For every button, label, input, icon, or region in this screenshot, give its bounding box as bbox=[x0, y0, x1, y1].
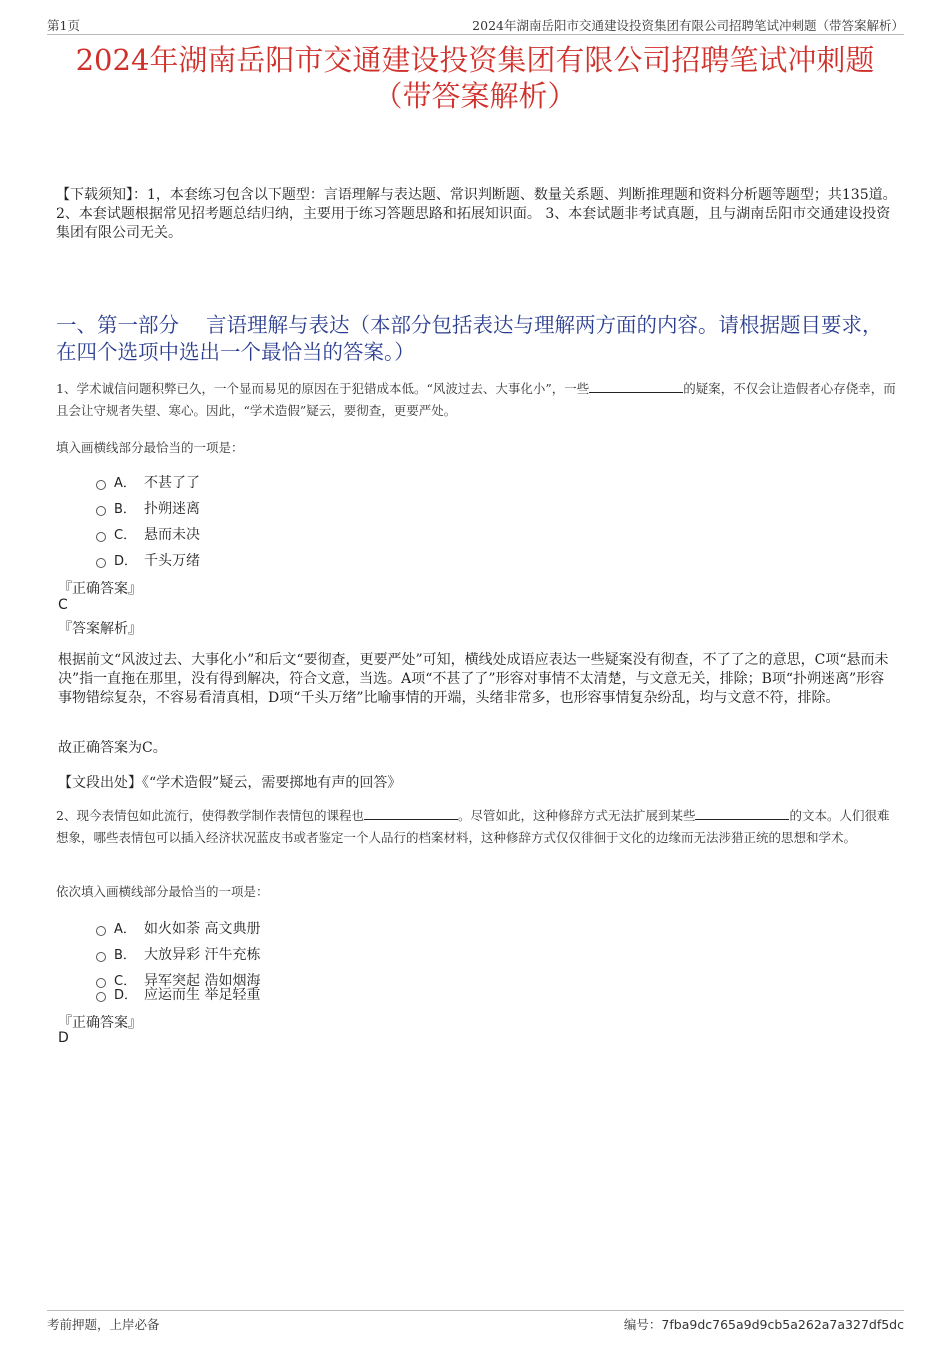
footer-code: 编号：7fba9dc765a9d9cb5a262a7a327df5dc bbox=[623, 1317, 904, 1332]
fill-blank bbox=[589, 380, 683, 393]
q1-option-b[interactable]: B． 扑朔迷离 bbox=[96, 498, 200, 518]
q2-option-b[interactable]: B． 大放异彩 汗牛充栋 bbox=[96, 944, 260, 964]
q1-option-c[interactable]: C． 悬而未决 bbox=[96, 524, 200, 544]
radio-icon[interactable] bbox=[96, 952, 106, 962]
section-title: 一、第一部分 言语理解与表达（本部分包括表达与理解两方面的内容。请根据题目要求，在四个选项中选出一个最恰当的答案。） bbox=[56, 313, 883, 364]
radio-icon[interactable] bbox=[96, 532, 106, 542]
radio-icon[interactable] bbox=[96, 506, 106, 516]
question-1-prompt: 填入画横线部分最恰当的一项是： bbox=[56, 440, 244, 455]
q2-option-a[interactable]: A． 如火如荼 高文典册 bbox=[96, 918, 260, 938]
download-notice: 【下载须知】：1，本套练习包含以下题型：言语理解与表达题、常识判断题、数量关系题、判断推理题和资料分析题等题型；共135道。 2、本套试题根据常见招考题总结归纳，主要用于练习答题思路和拓展知识面。 3、本套试题非考试真题，且与湖南岳阳市交通建设投资集团有限公司无关。 bbox=[56, 187, 897, 241]
q2-answer-label: 『正确答案』 bbox=[58, 1015, 142, 1031]
question-2-prompt: 依次填入画横线部分最恰当的一项是： bbox=[56, 884, 269, 899]
title-line-1: 2024年湖南岳阳市交通建设投资集团有限公司招聘笔试冲刺题 bbox=[75, 43, 875, 77]
q1-option-a[interactable]: A． 不甚了了 bbox=[96, 472, 200, 492]
radio-icon[interactable] bbox=[96, 558, 106, 568]
page-footer bbox=[47, 1310, 904, 1333]
fill-blank bbox=[695, 807, 789, 820]
page-header bbox=[47, 14, 904, 35]
q1-conclusion: 故正确答案为C。 bbox=[58, 740, 167, 756]
header-doc-name: 2024年湖南岳阳市交通建设投资集团有限公司招聘笔试冲刺题（带答案解析） bbox=[472, 18, 904, 33]
q2-answer-value: D bbox=[58, 1030, 69, 1046]
question-2-text: 2、现今表情包如此流行，使得教学制作表情包的课程也 。尽管如此，这种修辞方式无法扩展到某些 的文本。人们很难想象，哪些表情包可以插入经济状况蓝皮书或者鉴定一个人品行的档案材料，这种修辞方式仅仅徘徊于文化的边缘而无法涉猎正统的思想和学术。 bbox=[56, 808, 890, 845]
q1-option-d[interactable]: D． 千头万绪 bbox=[96, 550, 200, 570]
q1-analysis-text: 根据前文“风波过去、大事化小”和后文“要彻查，更要严处”可知，横线处成语应表达一些疑案没有彻查，不了了之的意思，C项“悬而未决”指一直拖在那里，没有得到解决，符合文意，当选。A项“不甚了了”形容对事情不太清楚，与文意无关，排除；B项“扑朔迷离”形容事物错综复杂，不容易看清真相，D项“千头万绪”比喻事情的开端，头绪非常多，也形容事情复杂纷乱，均与文意不符，排除。 bbox=[58, 652, 889, 706]
question-1-text: 1、学术诚信问题积弊已久，一个显而易见的原因在于犯错成本低。“风波过去、大事化小”，一些 的疑案，不仅会让造假者心存侥幸，而且会让守规者失望、寒心。因此，“学术造假”疑云，要彻查，更要严处。 bbox=[56, 381, 896, 418]
q1-answer-label: 『正确答案』 bbox=[58, 581, 142, 597]
q2-option-d[interactable]: D． 应运而生 举足轻重 bbox=[96, 984, 260, 1004]
q1-source: 【文段出处】《“学术造假”疑云，需要掷地有声的回答》 bbox=[58, 775, 402, 791]
q1-analysis-label: 『答案解析』 bbox=[58, 621, 142, 637]
document-title bbox=[40, 42, 910, 114]
radio-icon[interactable] bbox=[96, 480, 106, 490]
radio-icon[interactable] bbox=[96, 992, 106, 1002]
title-line-2: （带答案解析） bbox=[373, 79, 577, 113]
page-number: 第1页 bbox=[47, 18, 80, 33]
radio-icon[interactable] bbox=[96, 926, 106, 936]
q1-answer-value: C bbox=[58, 597, 68, 613]
fill-blank bbox=[364, 807, 458, 820]
footer-slogan: 考前押题，上岸必备 bbox=[47, 1317, 160, 1332]
q2-option-c[interactable]: C． 异军突起 浩如烟海 bbox=[96, 970, 260, 990]
